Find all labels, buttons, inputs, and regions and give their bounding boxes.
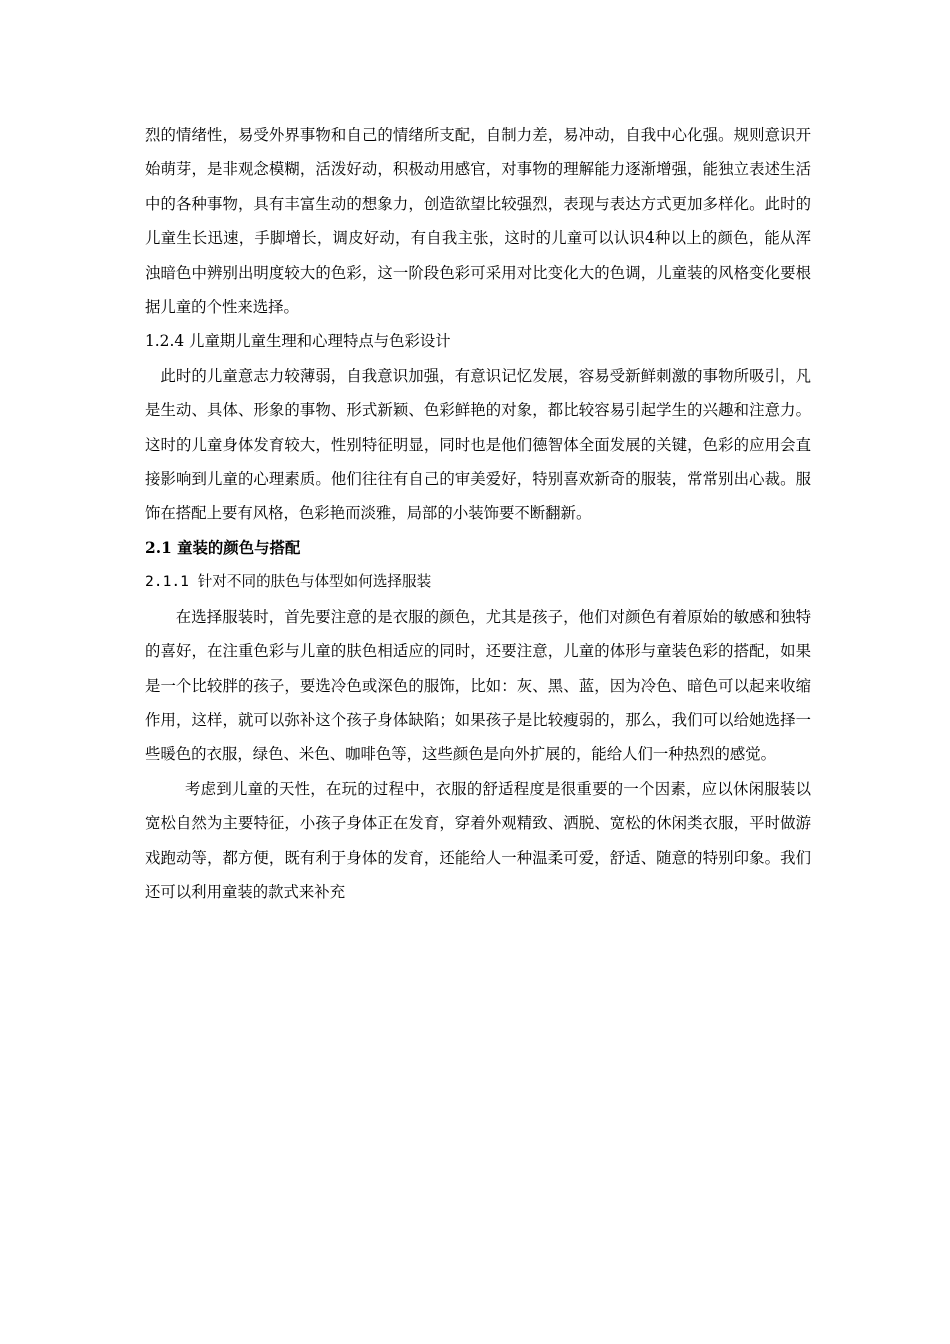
paragraph-early-childhood-continued: 烈的情绪性，易受外界事物和自己的情绪所支配，自制力差，易冲动，自我中心化强。规则意识开始萌芽，是非观念模糊，活泼好动，积极动用感官，对事物的理解能力逐渐增强，能独立表述生活中的各种事物，具有丰富生动的想象力，创造欲望比较强烈，表现与表达方式更加多样化。此时的儿童生长迅速，手脚增长，调皮好动，有自我主张，这时的儿童可以认识4种以上的颜色，能从浑浊暗色中辨别出明度较大的色彩，这一阶段色彩可采用对比变化大的色调，儿童装的风格变化要根据儿童的个性来选择。 — [145, 126, 811, 317]
paragraph-childhood-traits: 此时的儿童意志力较薄弱，自我意识加强，有意识记忆发展，容易受新鲜刺激的事物所吸引，凡是生动、具体、形象的事物、形式新颖、色彩鲜艳的对象，都比较容易引起学生的兴趣和注意力。这时的儿童身体发育较大，性别特征明显，同时也是他们德智体全面发展的关键，色彩的应用会直接影响到儿童的心理素质。他们往往有自己的审美爱好，特别喜欢新奇的服装，常常别出心裁。服饰在搭配上要有风格，色彩艳而淡雅，局部的小装饰要不断翻新。 — [145, 366, 811, 523]
section-heading-2-1-1: 2.1.1 针对不同的肤色与体型如何选择服装 — [145, 573, 432, 591]
paragraph-skin-body-color: 在选择服装时，首先要注意的是衣服的颜色，尤其是孩子，他们对颜色有着原始的敏感和独特的喜好，在注重色彩与儿童的肤色相适应的同时，还要注意，儿童的体形与童装色彩的搭配，如果是一个比较胖的孩子，要选冷色或深色的服饰，比如：灰、黑、蓝，因为冷色、暗色可以起来收缩作用，这样，就可以弥补这个孩子身体缺陷；如果孩子是比较瘦弱的，那么，我们可以给她选择一些暖色的衣服，绿色、米色、咖啡色等，这些颜色是向外扩展的，能给人们一种热烈的感觉。 — [145, 607, 811, 764]
paragraph-comfort-style: 考虑到儿童的天性，在玩的过程中，衣服的舒适程度是很重要的一个因素，应以休闲服装以宽松自然为主要特征，小孩子身体正在发育，穿着外观精致、洒脱、宽松的休闲类衣服，平时做游戏跑动等，都方便，既有利于身体的发育，还能给人一种温柔可爱，舒适、随意的特别印象。我们还可以利用童装的款式来补充 — [145, 779, 811, 901]
document-page — [145, 118, 811, 909]
section-heading-1-2-4: 1.2.4 儿童期儿童生理和心理特点与色彩设计 — [145, 332, 451, 351]
section-heading-2-1: 2.1 童装的颜色与搭配 — [145, 538, 301, 557]
